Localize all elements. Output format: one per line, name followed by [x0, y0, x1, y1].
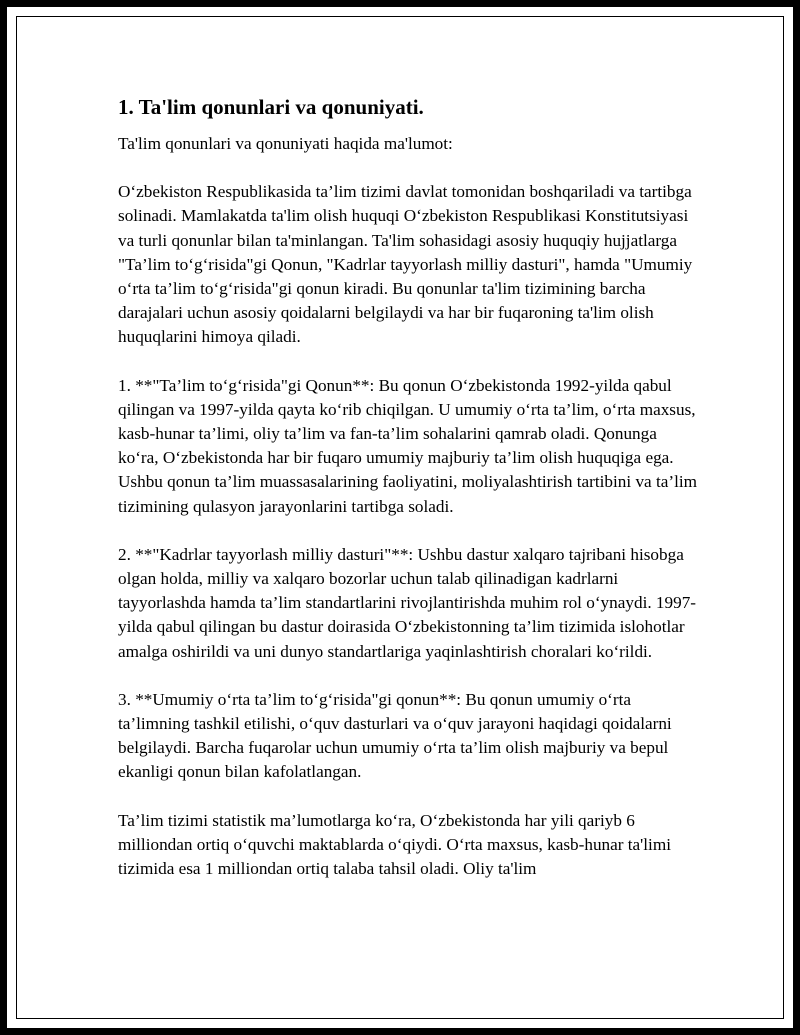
overview-paragraph: O‘zbekiston Respublikasida ta’lim tizimi davlat tomonidan boshqariladi va tartibga solinadi. Mamlakatda ta'lim olish huquqi O‘zbekiston Respublikasi Konstitutsiyasi va turli qonunlar bilan ta'minlangan. Ta'lim sohasidagi asosiy huquqiy hujjatlarga "Ta’lim to‘g‘risida"gi Qonun, "Kadrlar tayyorlash milliy dasturi", hamda "Umumiy o‘rta ta’lim to‘g‘risida"gi qonun kiradi. Bu qonunlar ta'lim tizimining barcha darajalari uchun asosiy qoidalarni belgilaydi va har bir fuqaroning ta'lim olish huquqlarini himoya qiladi. [118, 182, 693, 347]
statistics-paragraph: Ta’lim tizimi statistik ma’lumotlarga ko‘ra, O‘zbekistonda har yili qariyb 6 milliondan ortiq o‘quvchi maktablarda o‘qiydi. O‘rta maxsus, kasb-hunar ta'limi tizimida esa 1 milliondan ortiq talaba tahsil oladi. Oliy ta'lim [118, 810, 671, 879]
section-heading: 1. Ta'lim qonunlari va qonuniyati. [118, 95, 424, 119]
law-item-2-paragraph: 2. **"Kadrlar tayyorlash milliy dasturi"**: Ushbu dastur xalqaro tajribani hisobga olgan holda, milliy va xalqaro bozorlar uchun talab qilinadigan kadrlarni tayyorlashda hamda ta’lim standartlarini rivojlantirishda muhim rol o‘ynaydi. 1997-yilda qabul qilingan bu dastur doirasida O‘zbekistonning ta’lim tizimida islohotlar amalga oshirildi va uni dunyo standartlariga yaqinlashtirish choralari ko‘rildi. [118, 544, 697, 661]
document-body [118, 93, 698, 881]
intro-paragraph: Ta'lim qonunlari va qonuniyati haqida ma'lumot: [118, 134, 453, 153]
law-item-3-paragraph: 3. **Umumiy o‘rta ta’lim to‘g‘risida"gi qonun**: Bu qonun umumiy o‘rta ta’limning tashkil etilishi, o‘quv dasturlari va o‘quv jarayoni haqidagi qoidalarni belgilaydi. Barcha fuqarolar uchun umumiy o‘rta ta’lim olish majburiy va bepul ekanligi qonun bilan kafolatlangan. [118, 689, 672, 782]
law-item-1-paragraph: 1. **"Ta’lim to‘g‘risida"gi Qonun**: Bu qonun O‘zbekistonda 1992-yilda qabul qilingan va 1997-yilda qayta ko‘rib chiqilgan. U umumiy o‘rta ta’lim, o‘rta maxsus, kasb-hunar ta’limi, oliy ta’lim va fan-ta’lim sohalarini qamrab oladi. Qonunga ko‘ra, O‘zbekistonda har bir fuqaro umumiy majburiy ta’lim olish huquqiga ega. Ushbu qonun ta’lim muassasalarining faoliyatini, moliyalashtirish tartibini va ta’lim tizimining qulasyon jarayonlarini tartibga soladi. [118, 375, 698, 516]
